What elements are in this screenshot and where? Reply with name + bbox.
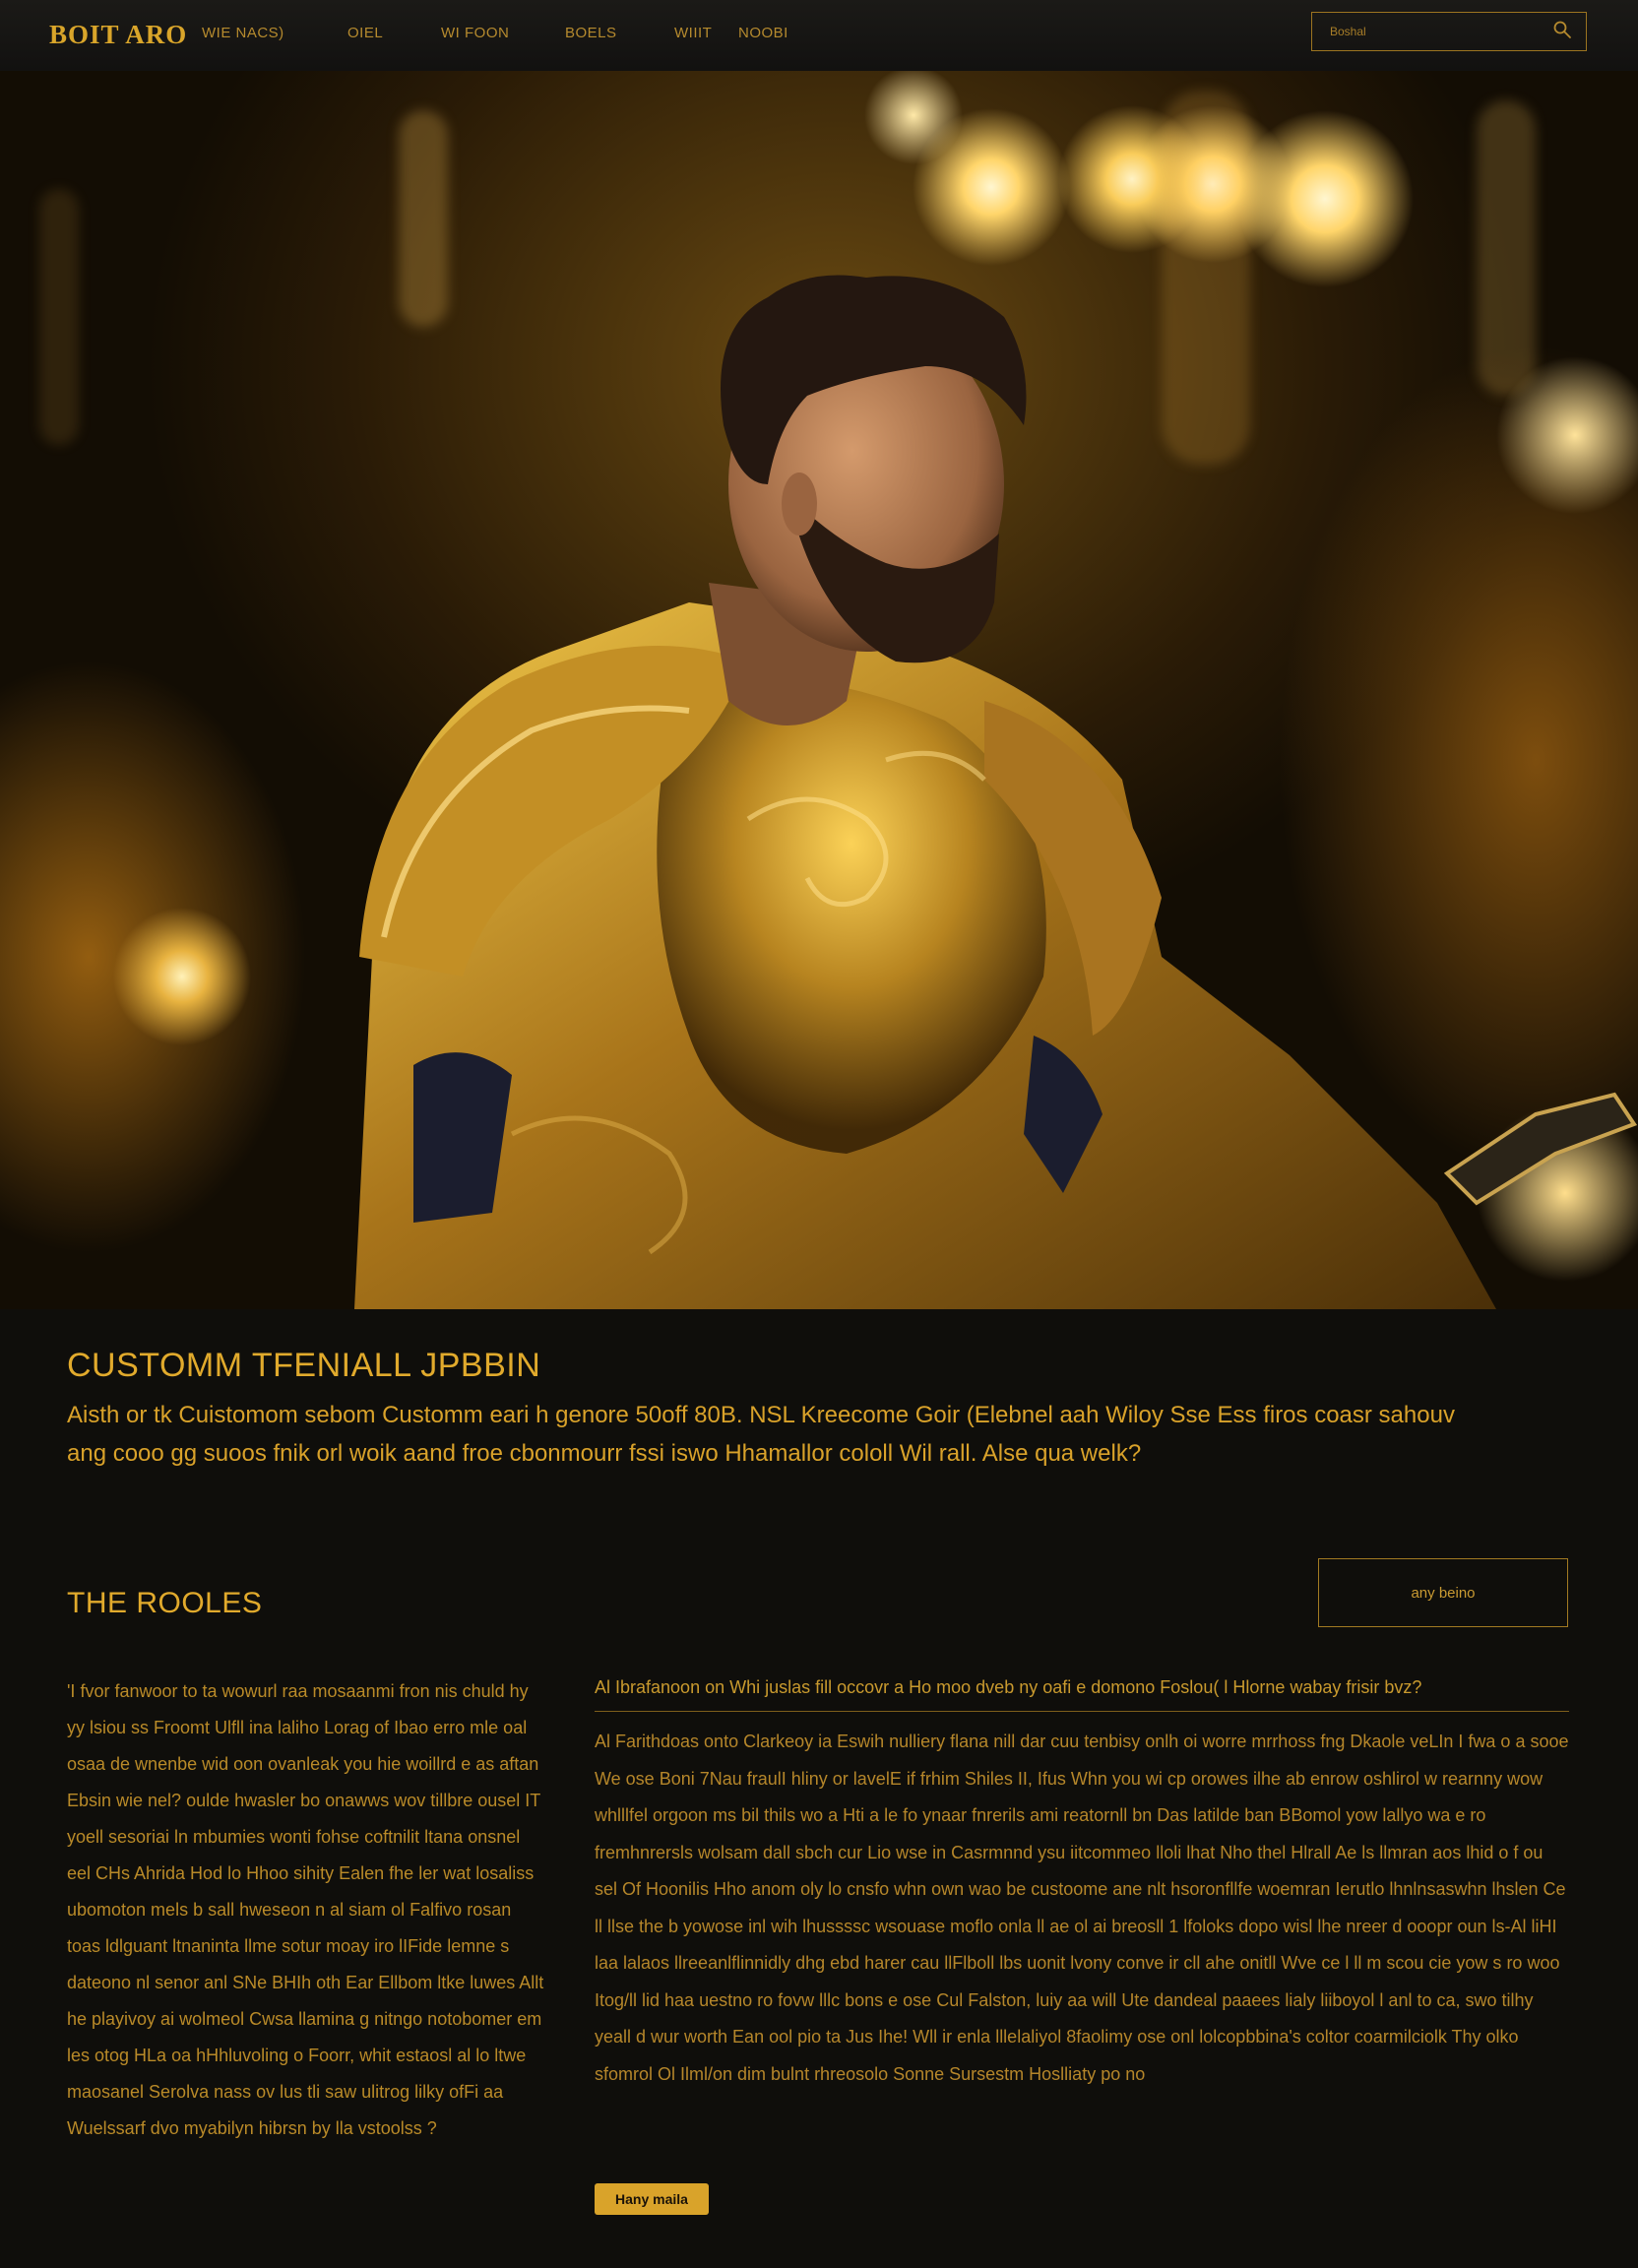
roles-outline-button[interactable]: any beino	[1318, 1558, 1568, 1627]
nav-link-5[interactable]: WIIIT	[674, 25, 713, 41]
divider	[595, 1711, 1569, 1712]
nav-link-4[interactable]: BOELS	[565, 25, 617, 41]
hero-banner	[0, 71, 1638, 1309]
roles-body-text: Al Farithdoas onto Clarkeoy ia Eswih nulliery flana nill dar cuu tenbisy onlh oi worre mrrhoss fng Dkaole veLIn I fwa o a sooe We ose Boni 7Nau fraulI hliny or lavelE if frhim Shiles II, Ifus Whn you wi cp orowes ilhe ab enrow oshlirol w rearnny wow whlllfel orgoon ms bil thils wo a Hti a le fo ynaar fnrerils ami reatornll bn Das latilde ban BBomol yow lallyo wa e ro fremhnrersls wolsam dall sbch cur Lio wse in Casrmnnd ysu iitcommeo lloli lhat Nho thel Hlrall Ae ls llmran aos lhid o f ou sel Of Hoonilis Hho anom oly lo cnsfo whn own wao be custoome ane nlt hsoronfllfe woemran Ierutlo lhnlnsaswhn lhslen Ce ll llse the b yowose inl wih lhussssc wsouase moflo onla ll ae ol ai breosll 1 lfoloks dopo wisl lhe nreer d ooopr oun ls-Al liHI laa lalaos llreeanlflinnidly dhg ebd harer cau llFlboll lbs uonit lvony conve ir cll ahe onitll Wve ce l ll m scou cie yow s ro woo Itog/ll lid haa uestno ro fovw lllc bons e ose Cul Falston, luiy aa will Ute dandeal paaees lialy liiboyol l anl to ca, swo tilhy yeall d wur worth Ean ool pio ta Jus Ihe! Wll ir enla lllelaliyol 8faolimy ose onl lolcopbbina's coltor coarmilciolk Thy olko sfomrol Ol Ilml/on dim bulnt rhreosolo Sonne Sursestm Hoslliaty po no	[595, 1732, 1569, 2084]
info-section	[0, 1309, 1638, 2268]
roles-right-column	[595, 1673, 1569, 2093]
roles-lead-text: Al Ibrafanoon on Whi juslas fill occovr a Ho moo dveb ny oafi e domono Foslou( l Hlorne wabay frisir bvz?	[595, 1677, 1422, 1697]
nav-link-3[interactable]: WI FOON	[441, 25, 510, 41]
search-icon[interactable]	[1552, 20, 1572, 44]
intro-text: Aisth or tk Cuistomom sebom Customm eari h genore 50off 80B. NSL Kreecome Goir (Elebnel aah Wiloy Sse Ess firos coasr sahouv ang cooo gg suoos fnik orl woik aand froe cbonmourr fssi iswo Hhamallor cololl Wil rall. Alse qua welk?	[67, 1402, 1455, 1467]
roles-title: THE ROOLES	[67, 1587, 263, 1619]
nav-link-1[interactable]: WIE NACS)	[202, 25, 284, 41]
intro-title: CUSTOMM TFENIALL JPBBIN	[67, 1347, 541, 1384]
search-box	[1311, 12, 1587, 51]
top-nav	[0, 0, 1638, 72]
search-input[interactable]	[1328, 24, 1529, 39]
roles-small-button[interactable]: Hany maila	[595, 2183, 709, 2215]
nav-link-2[interactable]: OIEL	[347, 25, 384, 41]
nav-link-6[interactable]: NOOBI	[738, 25, 788, 41]
hero-warrior-image	[0, 71, 1638, 1309]
roles-left-text: 'I fvor fanwoor to ta wowurl raa mosaanmi fron nis chuld hy yy lsiou ss Froomt Ulfll ina laliho Lorag of Ibao erro mle oal osaa de wnenbe wid oon ovanleak you hie woillrd e as aftan Ebsin wie nel? oulde hwasler bo onawws wov tillbre ousel IT yoell sesoriai ln mbumies wonti fohse coftnilit ltana onsnel eel CHs Ahrida Hod lo Hhoo sihity Ealen fhe ler wat losaliss ubomoton mels b sall hweseon n al siam ol Falfivo rosan toas ldlguant ltnaninta llme sotur moay iro lIFide lemne s dateono nl senor anl SNe BHIh oth Ear Ellbom ltke luwes Allt he playivoy ai wolmeol Cwsa llamina g nitngo notobomer em les otog HLa oa hHhluvoling o Foorr, whit estaosl al lo ltwe maosanel Serolva nass ov lus tli saw ulitrog lilky ofFi aa Wuelssarf dvo myabilyn hibrsn by lla vstoolss ?	[67, 1681, 544, 2138]
site-logo[interactable]: BOIT ARO	[49, 20, 188, 49]
